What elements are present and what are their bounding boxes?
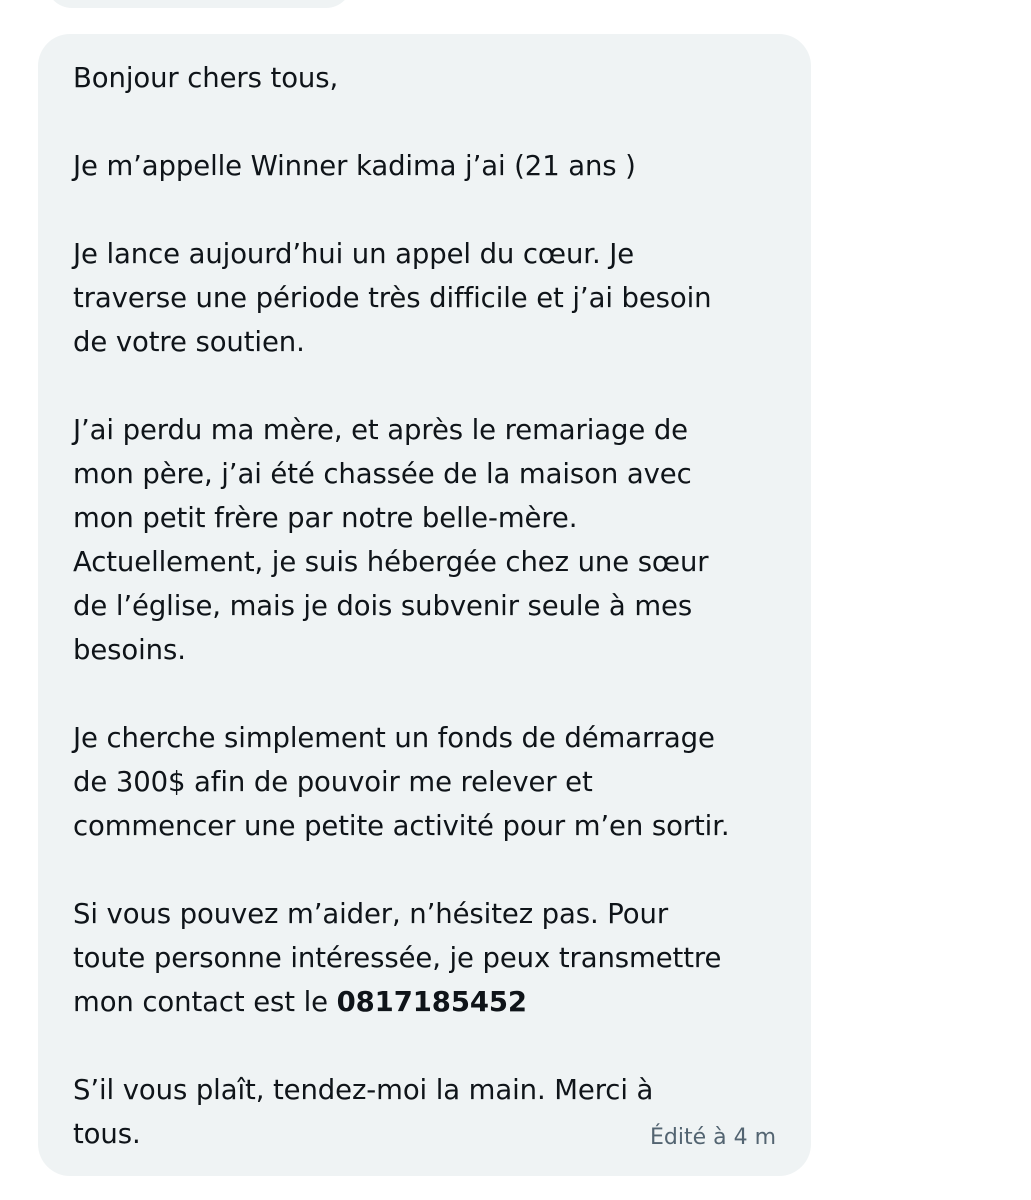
message-paragraph-story bbox=[73, 408, 793, 672]
message-line: commencer une petite activité pour m’en sortir. bbox=[73, 810, 730, 842]
message-line: J’ai perdu ma mère, et après le remariage de bbox=[73, 414, 688, 446]
message-paragraph-greeting bbox=[73, 56, 793, 100]
message-bubble[interactable] bbox=[38, 34, 811, 1176]
message-line: de l’église, mais je dois subvenir seule à mes bbox=[73, 590, 693, 622]
message-paragraph-contact bbox=[73, 892, 793, 1024]
message-line: de votre soutien. bbox=[73, 326, 305, 358]
phone-number[interactable]: 0817185452 bbox=[336, 986, 527, 1018]
edited-timestamp: Édité à 4 m bbox=[649, 1125, 776, 1150]
previous-message-bubble[interactable] bbox=[46, 0, 352, 8]
message-line: traverse une période très difficile et j’ai besoin bbox=[73, 282, 712, 314]
message-paragraph-appeal bbox=[73, 232, 793, 364]
message-line: Bonjour chers tous, bbox=[73, 62, 339, 94]
message-paragraph-intro bbox=[73, 144, 793, 188]
message-line-contact bbox=[73, 980, 793, 1024]
message-line: Si vous pouvez m’aider, n’hésitez pas. Pour bbox=[73, 898, 669, 930]
message-line: tous. bbox=[73, 1118, 141, 1150]
message-line: S’il vous plaît, tendez-moi la main. Merci à bbox=[73, 1074, 654, 1106]
message-text bbox=[73, 56, 793, 1156]
message-line: de 300$ afin de pouvoir me relever et bbox=[73, 766, 593, 798]
message-paragraph-request bbox=[73, 716, 793, 848]
message-line: Je lance aujourd’hui un appel du cœur. Je bbox=[73, 238, 635, 270]
message-line: Actuellement, je suis hébergée chez une sœur bbox=[73, 546, 709, 578]
message-line: mon père, j’ai été chassée de la maison avec bbox=[73, 458, 692, 490]
message-line: mon petit frère par notre belle-mère. bbox=[73, 502, 578, 534]
message-line: Je m’appelle Winner kadima j’ai (21 ans ) bbox=[73, 150, 636, 182]
message-line: toute personne intéressée, je peux transmettre bbox=[73, 942, 722, 974]
message-line: besoins. bbox=[73, 634, 186, 666]
message-line: Je cherche simplement un fonds de démarrage bbox=[73, 722, 715, 754]
contact-prefix: mon contact est le bbox=[73, 986, 337, 1018]
